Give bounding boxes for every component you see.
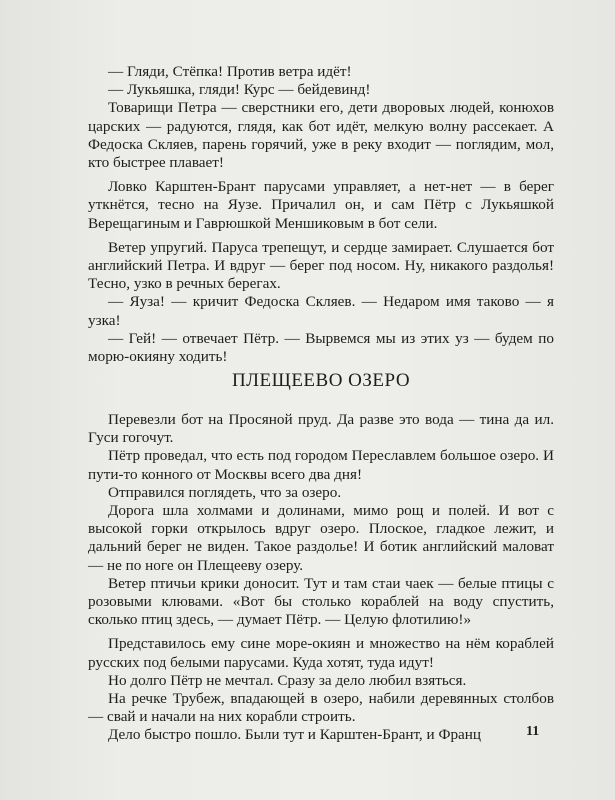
paragraph: Перевезли бот на Просяной пруд. Да разве это вода — тина да ил. Гуси гогочут.	[88, 411, 554, 447]
paragraph: Но долго Пётр не мечтал. Сразу за дело любил взяться.	[108, 671, 467, 689]
paragraph: — Яуза! — кричит Федоска Скляев. — Недаром имя таково — я узка!	[88, 293, 554, 329]
paragraph: — Гляди, Стёпка! Против ветра идёт!	[108, 63, 352, 80]
paragraph: На речке Трубеж, впадающей в озеро, набили деревянных столбов — свай и начали на них корабли строить.	[88, 690, 554, 726]
section-2-text	[88, 411, 554, 745]
paragraph: Ловко Карштен-Брант парусами управляет, а нет-нет — в берег уткнётся, тесно на Яузе. Причалил он, и сам Пётр с Лукьяшкой Верещагиным и Гаврюшкой Меншиковым в бот сели.	[88, 178, 554, 232]
page-number: 11	[526, 724, 540, 739]
paragraph: Товарищи Петра — сверстники его, дети дворовых людей, конюхов царских — радуются, глядя, как бот идёт, мелкую волну рассекает. А Федоска Скляев, парень горячий, уже в реку входит — поглядим, мол, кто быстрее плавает!	[88, 99, 554, 172]
paragraph: — Лукьяшка, гляди! Курс — бейдевинд!	[108, 81, 371, 99]
paragraph: Пётр проведал, что есть под городом Переславлем большое озеро. И пути-то конного от Москвы всего два дня!	[88, 447, 554, 483]
paragraph: Дорога шла холмами и долинами, мимо рощ и полей. И вот с высокой горки открылось вдруг озеро. Плоское, гладкое лежит, и дальний берег не виден. Такое раздолье! И ботик английский маловат — не по ноге он Плещееву озеру.	[88, 502, 554, 574]
paragraph: Представилось ему сине море-окиян и множество на нём кораблей русских под белыми парусами. Куда хотят, туда идут!	[88, 635, 554, 671]
paragraph: Дело быстро пошло. Были тут и Карштен-Брант, и Франц	[108, 726, 482, 744]
paragraph: — Гей! — отвечает Пётр. — Вырвемся мы из этих уз — будем по морю-окияну ходить!	[88, 329, 554, 366]
paragraph: Ветер упругий. Паруса трепещут, и сердце замирает. Слушается бот английский Петра. И вдруг — берег под носом. Ну, никакого раздолья! Тесно, узко в речных берегах.	[88, 238, 554, 293]
chapter-heading: ПЛЕЩЕЕВО ОЗЕРО	[231, 370, 411, 391]
section-1-text	[88, 63, 554, 366]
paragraph: Отправился поглядеть, что за озеро.	[108, 483, 342, 501]
paragraph: Ветер птичьи крики доносит. Тут и там стаи чаек — белые птицы с розовыми клювами. «Вот бы столько кораблей на воду спустить, сколько птиц здесь, — думает Пётр. — Целую флотилию!»	[88, 574, 554, 629]
